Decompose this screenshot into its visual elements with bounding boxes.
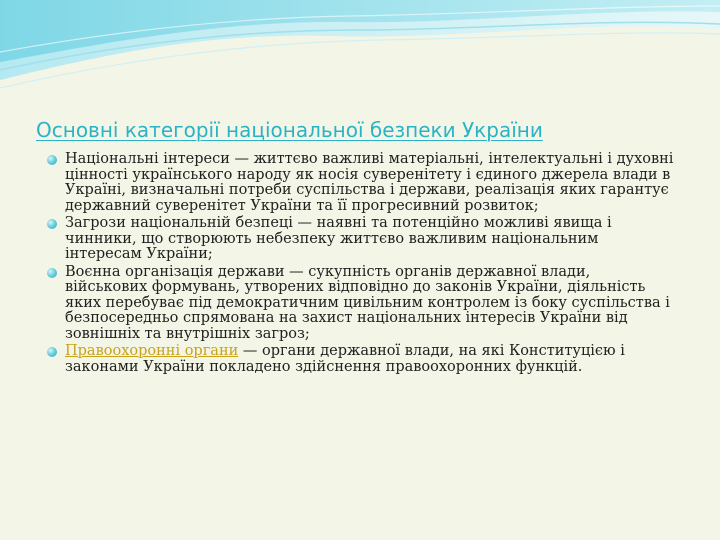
list-item-text: Загрози національній безпеці — наявні та потенційно можливі явища і чинники, що створюють небезпеку життєво важливим національним інтересам України; xyxy=(65,215,612,262)
list-item xyxy=(46,152,676,214)
slide-title: Основні категорії національної безпеки України xyxy=(36,118,543,142)
list-item-text: — органи державної влади, на які Конституцією і законами України покладено здійснення правоохоронних функцій. xyxy=(65,343,625,375)
bullet-icon xyxy=(47,219,57,229)
decorative-wave-header xyxy=(0,0,720,110)
list-item xyxy=(46,216,676,263)
list-item-text: Воєнна організація держави — сукупність органів державної влади, військових формувань, утворених відповідно до законів України, діяльність яких перебуває під демократичним цивільним контролем із боку суспільства і безпосередньо спрямована на захист національних інтересів України від зовнішніх та внутрішніх загроз; xyxy=(65,263,670,342)
bullet-list xyxy=(46,152,676,377)
list-item xyxy=(46,344,676,375)
list-item-text: Національні інтереси — життєво важливі матеріальні, інтелектуальні і духовні цінності українського народу як носія суверенітету і єдиного джерела влади в Україні, визначальні потреби суспільства і держави, реалізація яких гарантує державний суверенітет України та її прогресивний розвиток; xyxy=(65,151,674,214)
law-enforcement-link[interactable]: Правоохоронні органи xyxy=(65,343,239,359)
list-item xyxy=(46,265,676,343)
bullet-icon xyxy=(47,155,57,165)
bullet-icon xyxy=(47,347,57,357)
bullet-icon xyxy=(47,268,57,278)
